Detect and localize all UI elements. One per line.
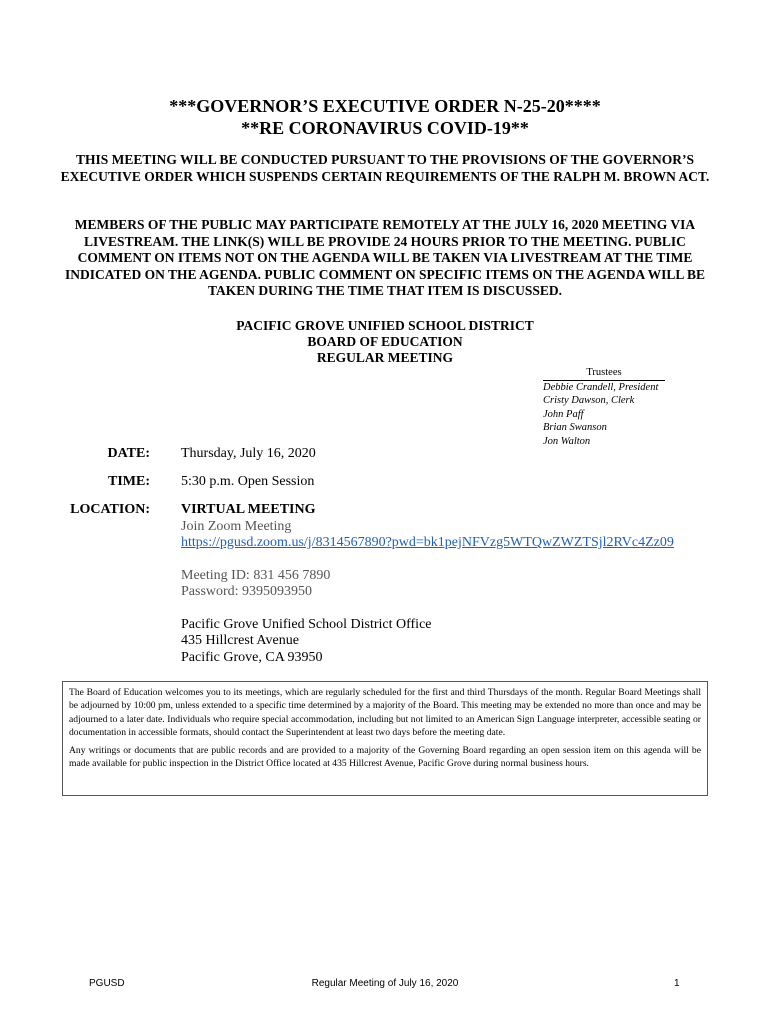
executive-order-notice: THIS MEETING WILL BE CONDUCTED PURSUANT TO THE PROVISIONS OF THE GOVERNOR’S EXECUTIVE ORDER WHICH SUSPENDS CERTAIN REQUIREMENTS OF THE RALPH M. BROWN ACT.	[60, 152, 710, 184]
trustee-name: John Paff	[543, 408, 584, 420]
trustees-list	[543, 366, 743, 448]
join-zoom-text: Join Zoom Meeting	[181, 519, 292, 534]
trustee-name: Jon Walton	[543, 435, 591, 447]
board-notice-paragraph: Any writings or documents that are public records and are provided to a majority of the Governing Board regarding an open session item on this agenda will be made available for public inspection in the District Office located at 435 Hillcrest Avenue, Pacific Grove during normal business hours.	[69, 744, 701, 770]
board-name: BOARD OF EDUCATION	[307, 334, 463, 349]
date-value: Thursday, July 16, 2020	[181, 446, 316, 461]
location-title: VIRTUAL MEETING	[181, 502, 316, 517]
footer-left: PGUSD	[89, 978, 125, 989]
board-notice-paragraph: The Board of Education welcomes you to its meetings, which are regularly scheduled for the first and third Thursdays of the month. Regular Board Meetings shall be adjourned by 10:00 pm, unless extended to a specific time determined by a majority of the Board. This meeting may be extended no more than once and may be adjourned to a later date. Individuals who require special accommodation, including but not limited to an American Sign Language interpreter, accessible seating or documentation in accessible formats, should contact the Superintendent at least two days before the meeting date.	[69, 687, 701, 739]
time-value: 5:30 p.m. Open Session	[181, 474, 315, 489]
office-name: Pacific Grove Unified School District Office	[181, 617, 432, 632]
trustee-name: Cristy Dawson, Clerk	[543, 395, 635, 406]
title-line-1: ***GOVERNOR’S EXECUTIVE ORDER N-25-20****	[169, 96, 601, 116]
zoom-meeting-link[interactable]: https://pgusd.zoom.us/j/8314567890?pwd=bk1pejNFVzg5WTQwZWZTSjl2RVc4Zz09	[181, 535, 674, 550]
office-city: Pacific Grove, CA 93950	[181, 650, 323, 665]
board-notice-box	[62, 681, 708, 796]
location-label: LOCATION:	[70, 502, 150, 517]
page-number: 1	[674, 978, 680, 989]
public-participation-notice: MEMBERS OF THE PUBLIC MAY PARTICIPATE REMOTELY AT THE JULY 16, 2020 MEETING VIA LIVESTREAM. THE LINK(S) WILL BE PROVIDE 24 HOURS PRIOR TO THE MEETING. PUBLIC COMMENT ON ITEMS NOT ON THE AGENDA WILL BE TAKEN VIA LIVESTREAM AT THE TIME INDICATED ON THE AGENDA. PUBLIC COMMENT ON SPECIFIC ITEMS ON THE AGENDA WILL BE TAKEN DURING THE TIME THAT ITEM IS DISCUSSED.	[64, 217, 706, 298]
meeting-type: REGULAR MEETING	[316, 350, 454, 365]
trustee-name: Brian Swanson	[543, 422, 607, 433]
date-label: DATE:	[107, 446, 150, 461]
office-street: 435 Hillcrest Avenue	[181, 633, 299, 648]
trustees-heading: Trustees	[543, 366, 665, 381]
footer-center: Regular Meeting of July 16, 2020	[311, 978, 459, 989]
trustee-name: Debbie Crandell, President	[543, 381, 659, 393]
meeting-password: Password: 9395093950	[181, 584, 313, 599]
time-label: TIME:	[108, 474, 150, 489]
meeting-id: Meeting ID: 831 456 7890	[181, 568, 331, 583]
title-line-2: **RE CORONAVIRUS COVID-19**	[241, 118, 529, 138]
district-name: PACIFIC GROVE UNIFIED SCHOOL DISTRICT	[236, 318, 534, 333]
